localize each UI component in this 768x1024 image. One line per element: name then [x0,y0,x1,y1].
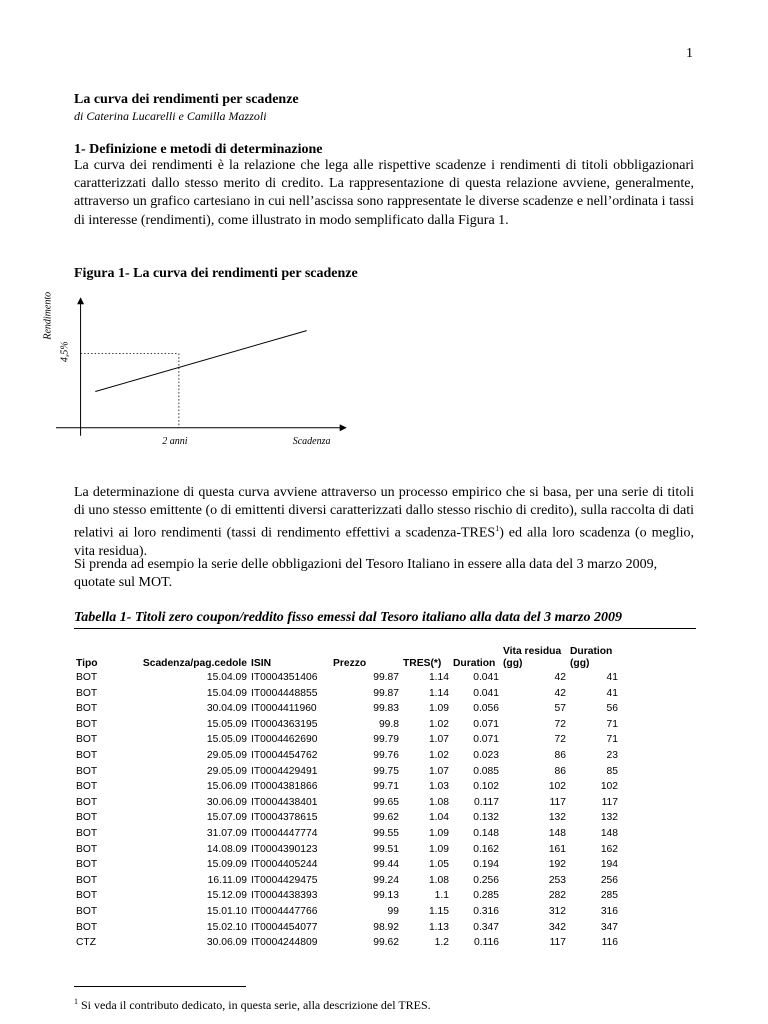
table-row [74,904,620,920]
table-row [74,779,620,795]
footnote-text: Si veda il contributo dedicato, in questa serie, alla descrizione del TRES. [78,998,431,1012]
cell-vita-residua: 148 [548,827,566,839]
x-axis-label: Scadenza [292,435,331,447]
cell-scadenza: 15.06.09 [206,781,247,793]
cell-duration: 0.347 [473,921,499,933]
cell-prezzo: 99.79 [373,734,399,746]
paragraph-determination-end: ) ed alla loro scadenza (o meglio, vita residua). [74,526,694,560]
cell-vita-residua: 42 [554,687,566,699]
cell-scadenza: 30.06.09 [206,937,247,949]
cell-vita-residua: 86 [554,765,566,777]
cell-duration: 0.071 [473,718,499,730]
table-row [74,701,620,717]
cell-duration-gg: 116 [601,937,618,949]
cell-prezzo: 99.76 [373,749,399,761]
table-row [74,748,620,764]
table-row [74,810,620,826]
cell-tres: 1.09 [428,827,449,839]
cell-duration: 0.162 [473,843,499,855]
cell-vita-residua: 253 [548,874,566,886]
cell-tipo: BOT [76,859,98,871]
cell-tres: 1.13 [428,921,449,933]
table-body [74,670,620,951]
table-caption: Tabella 1- Titoli zero coupon/reddito fisso emessi dal Tesoro italiano alla data del 3 marzo 2009 [74,610,696,629]
cell-tres: 1.04 [428,812,449,824]
cell-vita-residua: 282 [548,890,566,902]
cell-duration-gg: 347 [600,921,618,933]
cell-vita-residua: 161 [548,843,566,855]
header-isin: ISIN [251,658,272,669]
cell-scadenza: 15.01.10 [206,905,247,917]
cell-isin: IT0004390123 [251,843,318,855]
table-row [74,935,620,951]
cell-prezzo: 99.62 [373,937,399,949]
cell-isin: IT0004454762 [251,749,318,761]
cell-isin: IT0004462690 [251,734,318,746]
cell-prezzo: 99.71 [373,781,399,793]
cell-tipo: BOT [76,890,98,902]
cell-vita-residua: 192 [548,859,566,871]
cell-prezzo: 98.92 [373,921,399,933]
cell-vita-residua: 132 [548,812,566,824]
cell-tipo: BOT [76,874,98,886]
cell-duration: 0.117 [473,796,499,808]
cell-scadenza: 15.02.10 [206,921,247,933]
cell-isin: IT0004405244 [251,859,318,871]
cell-tipo: BOT [76,749,98,761]
cell-tipo: BOT [76,843,98,855]
cell-tipo: BOT [76,672,98,683]
cell-isin: IT0004378615 [251,812,318,824]
cell-isin: IT0004438401 [251,796,318,808]
cell-tres: 1.14 [428,687,449,699]
cell-vita-residua: 102 [548,781,566,793]
cell-duration-gg: 71 [606,718,618,730]
cell-duration: 0.194 [473,859,499,871]
authors: di Caterina Lucarelli e Camilla Mazzoli [74,109,267,123]
cell-duration-gg: 162 [600,843,618,855]
figure-caption: Figura 1- La curva dei rendimenti per scadenze [74,266,358,281]
paper-title: La curva dei rendimenti per scadenze [74,92,299,107]
page-number: 1 [686,46,693,61]
cell-vita-residua: 342 [548,921,566,933]
cell-isin: IT0004411960 [251,703,317,715]
cell-duration: 0.132 [473,812,499,824]
cell-tres: 1.08 [428,874,449,886]
cell-prezzo: 99.75 [373,765,399,777]
cell-scadenza: 15.04.09 [206,672,247,683]
cell-duration-gg: 117 [601,796,618,808]
cell-scadenza: 15.12.09 [206,890,247,902]
header-tres: TRES(*) [403,658,442,669]
cell-vita-residua: 57 [554,703,566,715]
cell-tipo: BOT [76,905,98,917]
cell-vita-residua: 72 [554,718,566,730]
cell-duration: 0.041 [473,672,499,683]
cell-tipo: BOT [76,812,98,824]
cell-tres: 1.02 [428,718,449,730]
section-heading: 1- Definizione e metodi di determinazione [74,142,323,157]
table-row [74,670,620,686]
cell-duration-gg: 316 [600,905,618,917]
cell-isin: IT0004429491 [251,765,318,777]
cell-duration: 0.023 [473,749,499,761]
header-prezzo: Prezzo [333,658,367,669]
cell-duration-gg: 41 [606,672,618,683]
cell-scadenza: 15.07.09 [206,812,247,824]
table-row [74,888,620,904]
table-row [74,732,620,748]
cell-duration-gg: 41 [606,687,618,699]
cell-tres: 1.07 [428,765,449,777]
cell-isin: IT0004447766 [251,905,318,917]
cell-tres: 1.08 [428,796,449,808]
figure-yield-curve [42,291,356,462]
cell-tres: 1.03 [428,781,449,793]
cell-tres: 1.02 [428,749,449,761]
cell-tipo: BOT [76,765,98,777]
cell-duration-gg: 194 [600,859,618,871]
cell-tipo: BOT [76,718,98,730]
cell-duration: 0.148 [473,827,499,839]
cell-isin: IT0004454077 [251,921,318,933]
cell-duration: 0.102 [473,781,499,793]
cell-duration-gg: 285 [600,890,618,902]
table-header-row [74,642,620,670]
cell-tipo: BOT [76,734,98,746]
footnote [74,997,431,1013]
cell-isin: IT0004438393 [251,890,318,902]
cell-duration: 0.085 [473,765,499,777]
y-axis-label: Rendimento [42,291,54,340]
cell-tipo: BOT [76,921,98,933]
cell-duration: 0.285 [473,890,499,902]
cell-duration-gg: 102 [600,781,618,793]
cell-duration: 0.041 [473,687,499,699]
cell-prezzo: 99.65 [373,796,399,808]
cell-duration-gg: 23 [606,749,618,761]
cell-isin: IT0004351406 [251,672,318,683]
header-scadenza: Scadenza/pag.cedole [142,658,247,669]
footnote-number: 1 [74,997,78,1006]
header-tipo: Tipo [76,658,98,669]
cell-prezzo: 99.87 [373,672,399,683]
x-marker-label: 2 anni [162,435,188,447]
cell-duration: 0.116 [473,937,499,949]
table-row [74,686,620,702]
cell-prezzo: 99.44 [373,859,399,871]
table-row [74,717,620,733]
cell-scadenza: 15.04.09 [206,687,247,699]
paragraph-example: Si prenda ad esempio la serie delle obbligazioni del Tesoro Italiano in essere alla data del 3 marzo 2009, quotate sul MOT. [74,557,658,591]
table-row [74,873,620,889]
cell-prezzo: 99 [387,905,399,917]
paragraph-determination [74,484,694,561]
cell-isin: IT0004447774 [251,827,318,839]
cell-isin: IT0004448855 [251,687,318,699]
cell-duration-gg: 256 [600,874,618,886]
table-row [74,795,620,811]
cell-vita-residua: 117 [549,937,566,949]
cell-duration-gg: 85 [606,765,618,777]
cell-tipo: BOT [76,703,98,715]
cell-tres: 1.07 [428,734,449,746]
cell-duration-gg: 56 [606,703,618,715]
cell-prezzo: 99.87 [373,687,399,699]
cell-prezzo: 99.62 [373,812,399,824]
cell-duration-gg: 71 [606,734,618,746]
table-row [74,920,620,936]
table-row [74,857,620,873]
cell-isin: IT0004363195 [251,718,318,730]
cell-vita-residua: 312 [548,905,566,917]
cell-duration-gg: 148 [600,827,618,839]
header-duration-gg: Duration (gg) [570,646,613,669]
cell-tipo: BOT [76,796,98,808]
cell-tipo: CTZ [76,937,97,949]
cell-scadenza: 30.04.09 [206,703,247,715]
cell-scadenza: 30.06.09 [206,796,247,808]
series-line [95,331,306,392]
cell-scadenza: 29.05.09 [206,765,247,777]
cell-scadenza: 15.09.09 [206,859,247,871]
cell-vita-residua: 86 [554,749,566,761]
cell-tres: 1.1 [434,890,449,902]
cell-scadenza: 16.11.09 [207,874,247,886]
cell-isin: IT0004429475 [251,874,318,886]
bonds-table [74,642,620,951]
cell-tipo: BOT [76,687,98,699]
cell-duration: 0.071 [473,734,499,746]
cell-prezzo: 99.8 [378,718,399,730]
footnote-ref: 1 [495,524,500,534]
table-row [74,842,620,858]
cell-isin: IT0004381866 [251,781,318,793]
cell-prezzo: 99.55 [373,827,399,839]
cell-scadenza: 14.08.09 [206,843,247,855]
cell-duration-gg: 132 [600,812,618,824]
cell-vita-residua: 42 [554,672,566,683]
cell-tres: 1.15 [428,905,449,917]
cell-duration: 0.056 [473,703,499,715]
cell-tipo: BOT [76,781,98,793]
cell-scadenza: 29.05.09 [206,749,247,761]
cell-tres: 1.14 [428,672,449,683]
cell-tipo: BOT [76,827,98,839]
header-duration: Duration [453,658,496,669]
paragraph-intro: La curva dei rendimenti è la relazione che lega alle rispettive scadenze i rendimenti di titoli obbligazionari caratterizzati dallo stesso merito di credito. La rappresentazione di questa relazione avviene, generalmente, attraverso un grafico cartesiano in cui nell’ascissa sono rappresentate le diverse scadenze e nell’ordinata i tassi di interesse (rendimenti), come illustrato in modo semplificato dalla Figura 1. [74,158,694,228]
cell-tres: 1.09 [428,843,449,855]
yield-curve-chart [42,291,356,462]
cell-tres: 1.09 [428,703,449,715]
cell-scadenza: 15.05.09 [206,718,247,730]
cell-prezzo: 99.51 [373,843,399,855]
cell-prezzo: 99.13 [373,890,399,902]
cell-isin: IT0004244809 [251,937,318,949]
footnote-divider [74,986,246,987]
header-vita-residua: Vita residua (gg) [503,646,562,669]
table-row [74,826,620,842]
cell-prezzo: 99.24 [373,874,399,886]
cell-prezzo: 99.83 [373,703,399,715]
cell-duration: 0.316 [473,905,499,917]
cell-tres: 1.2 [434,937,449,949]
cell-vita-residua: 72 [554,734,566,746]
y-marker-label: 4,5% [59,341,71,363]
cell-scadenza: 15.05.09 [206,734,247,746]
cell-duration: 0.256 [473,874,499,886]
table-row [74,764,620,780]
cell-vita-residua: 117 [549,796,566,808]
cell-scadenza: 31.07.09 [206,827,247,839]
paragraph-determination-text: La determinazione di questa curva avviene attraverso un processo empirico che si basa, per una serie di titoli di uno stesso emittente (o di emittenti diversi caratterizzati dallo stesso rischio di credito), sulla raccolta di dati relativi ai loro rendimenti (tassi di rendimento effettivi a scadenza-TRES [74,485,694,542]
cell-tres: 1.05 [428,859,449,871]
